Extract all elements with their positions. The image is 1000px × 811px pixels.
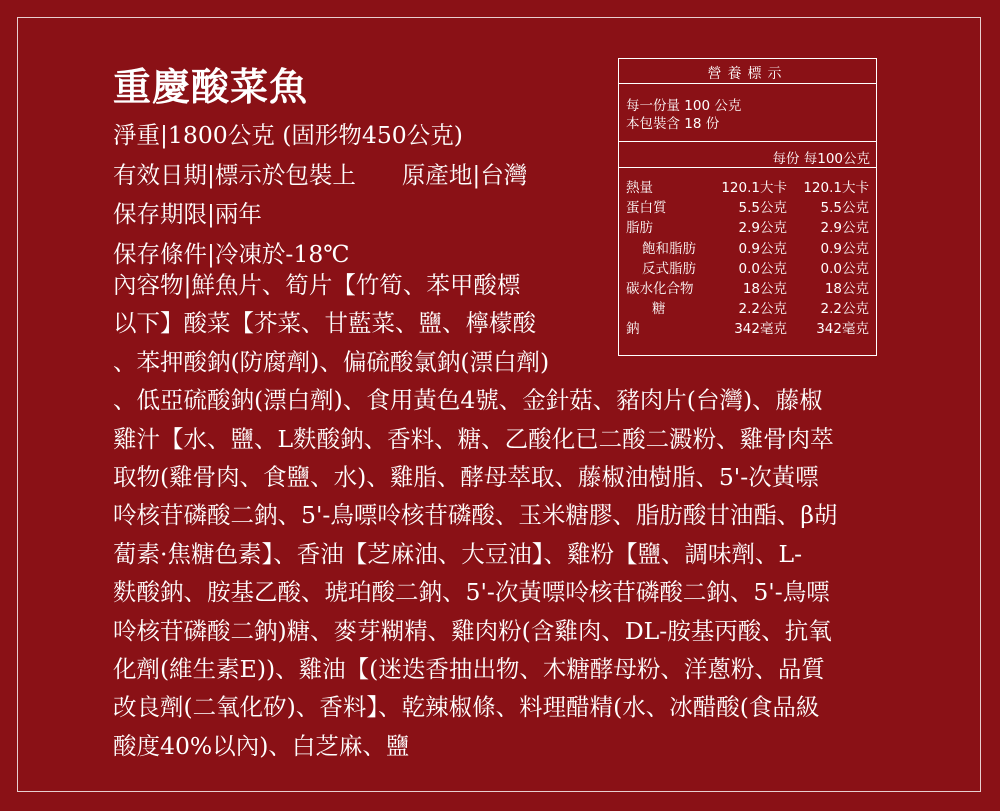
per-serving-value: 5.5公克	[738, 200, 787, 217]
product-title: 重慶酸菜魚	[113, 64, 309, 109]
ingredients-text: 鮮魚片、筍片【竹筍、苯甲酸標	[191, 271, 521, 299]
per-serving-value: 0.9公克	[738, 240, 787, 257]
origin-label: 原產地	[401, 160, 473, 189]
shelf-life-label: 保存期限	[113, 200, 207, 228]
nutrient-label: 糖	[652, 301, 666, 318]
per-100g-value: 0.9公克	[820, 240, 869, 257]
ingredients-line: 、苯押酸鈉(防腐劑)、偏硫酸氯鈉(漂白劑)	[113, 347, 550, 376]
per-100g-value: 120.1大卡	[803, 180, 869, 196]
nutrition-row	[619, 196, 876, 216]
per-100g-value: 2.2公克	[820, 301, 869, 318]
per-serving-value: 342毫克	[734, 321, 787, 338]
per-serving-value: 2.2公克	[738, 301, 787, 318]
ingredients-line: 蔔素·焦糖色素】、香油【芝麻油、大豆油】、雞粉【鹽、調味劑、L-	[113, 539, 803, 568]
storage-label: 保存條件	[113, 239, 207, 268]
ingredients-line: 取物(雞骨肉、食鹽、水)、雞脂、酵母萃取、藤椒油樹脂、5'-次黃嘌	[113, 463, 819, 492]
ingredients-line: 麩酸鈉、胺基乙酸、琥珀酸二鈉、5'-次黃嘌呤核苷磷酸二鈉、5'-鳥嘌	[113, 578, 830, 607]
divider	[619, 167, 876, 168]
nutrition-column-header: 每份 每100公克	[772, 151, 870, 167]
nutrition-row	[619, 257, 876, 277]
per-serving-value: 0.0公克	[738, 260, 787, 277]
ingredients-line: 改良劑(二氧化矽)、香料】、乾辣椒條、料理醋精(水、冰醋酸(食品級	[113, 693, 820, 722]
separator: |	[472, 160, 481, 189]
shelf-life-row	[113, 195, 527, 235]
net-weight-label: 淨重	[113, 121, 160, 149]
net-weight-value: 1800公克 (固形物450公克)	[167, 121, 463, 149]
per-serving-value: 18公克	[742, 281, 787, 297]
nutrition-row	[619, 237, 876, 257]
storage-value: 冷凍於-18℃	[214, 239, 350, 268]
shelf-life-value: 兩年	[214, 200, 262, 228]
nutrition-row	[619, 297, 876, 317]
expiry-value: 標示於包裝上	[214, 160, 356, 189]
separator: |	[183, 271, 192, 299]
nutrition-row	[619, 176, 876, 196]
nutrient-label: 碳水化合物	[626, 281, 694, 297]
product-info	[113, 116, 527, 274]
per-100g-value: 5.5公克	[820, 200, 869, 217]
ingredients-label: 內容物	[113, 271, 184, 299]
nutrient-label: 反式脂肪	[642, 260, 696, 277]
divider	[619, 141, 876, 142]
separator: |	[207, 160, 215, 189]
expiry-label: 有效日期	[113, 160, 207, 189]
servings-per-package: 本包裝含 18 份	[626, 116, 720, 132]
nutrition-title: 營養標示	[707, 66, 788, 82]
nutrient-label: 脂肪	[626, 220, 653, 237]
per-serving-value: 120.1大卡	[721, 180, 787, 196]
ingredients-line: 、低亞硫酸鈉(漂白劑)、食用黃色4號、金針菇、豬肉片(台灣)、藤椒	[113, 386, 823, 415]
per-100g-value: 342毫克	[816, 321, 869, 338]
ingredients-line: 以下】酸菜【芥菜、甘藍菜、鹽、檸檬酸	[113, 309, 536, 338]
ingredients-line: 呤核苷磷酸二鈉、5'-鳥嘌呤核苷磷酸、玉米糖膠、脂肪酸甘油酯、β胡	[113, 501, 838, 530]
per-100g-value: 0.0公克	[820, 260, 869, 277]
nutrition-row	[619, 216, 876, 236]
per-100g-value: 2.9公克	[820, 220, 869, 237]
nutrient-label: 鈉	[626, 321, 640, 338]
separator: |	[207, 200, 215, 228]
ingredients-line: 雞汁【水、鹽、L麩酸鈉、香料、糖、乙酸化已二酸二澱粉、雞骨肉萃	[113, 424, 834, 453]
separator: |	[207, 239, 215, 268]
origin-value: 台灣	[480, 160, 528, 189]
nutrient-label: 熱量	[626, 180, 653, 196]
nutrition-row	[619, 317, 876, 337]
ingredients-line: 酸度40%以內)、白芝麻、鹽	[113, 731, 410, 760]
ingredients-line: 化劑(維生素E))、雞油【(迷迭香抽出物、木糖酵母粉、洋蔥粉、品質	[113, 655, 825, 684]
ingredients-line: 呤核苷磷酸二鈉)糖、麥芽糊精、雞肉粉(含雞肉、DL-胺基丙酸、抗氧	[113, 616, 832, 645]
per-serving-value: 2.9公克	[738, 220, 787, 237]
nutrition-facts-table	[618, 58, 877, 356]
expiry-origin-row	[113, 156, 527, 196]
nutrient-label: 飽和脂肪	[642, 240, 696, 257]
nutrient-label: 蛋白質	[626, 200, 667, 217]
net-weight-row	[113, 116, 527, 156]
per-100g-value: 18公克	[824, 281, 869, 297]
serving-size: 每一份量 100 公克	[626, 98, 742, 114]
nutrition-row	[619, 277, 876, 297]
divider	[619, 83, 876, 84]
separator: |	[160, 121, 168, 149]
